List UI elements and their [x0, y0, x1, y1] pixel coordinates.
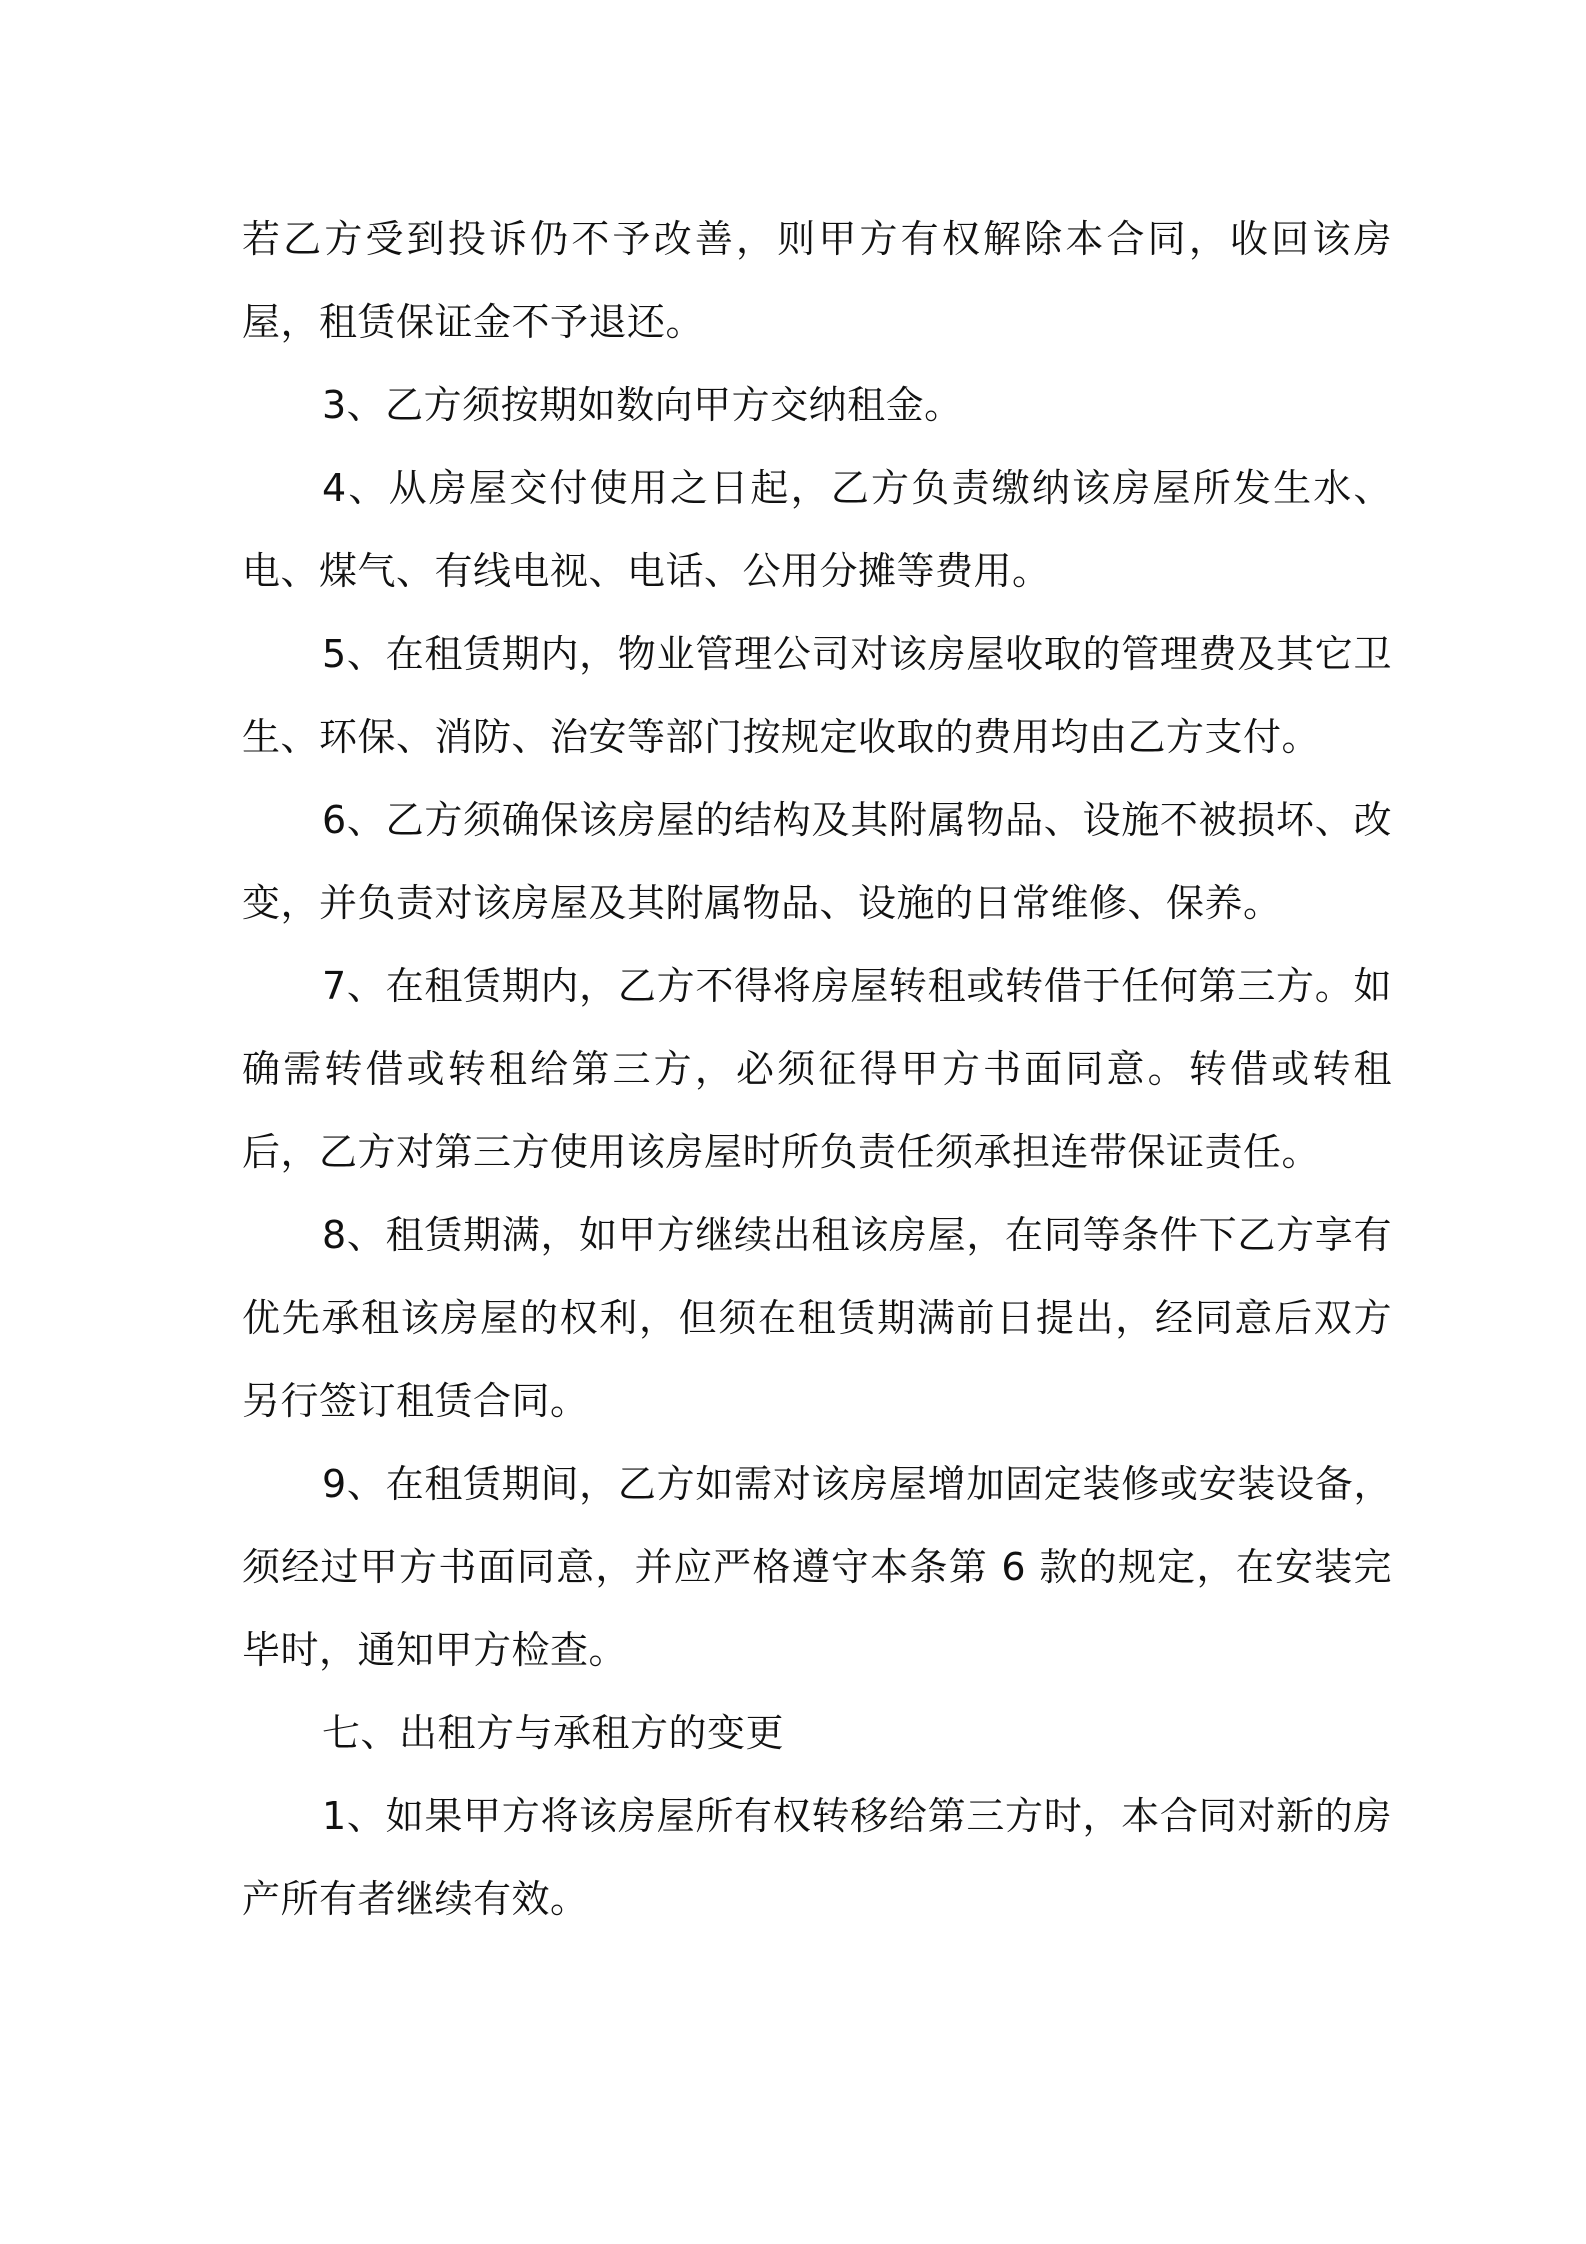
paragraph-clause-6: 6、乙方须确保该房屋的结构及其附属物品、设施不被损坏、改变，并负责对该房屋及其附属物品、设施的日常维修、保养。 [242, 798, 1392, 925]
paragraph-clause-9: 9、在租赁期间，乙方如需对该房屋增加固定装修或安装设备，须经过甲方书面同意，并应严格遵守本条第 6 款的规定，在安装完毕时，通知甲方检查。 [242, 1462, 1392, 1672]
paragraph-clause-5: 5、在租赁期内，物业管理公司对该房屋收取的管理费及其它卫生、环保、消防、治安等部门按规定收取的费用均由乙方支付。 [242, 632, 1392, 759]
paragraph-clause-3: 3、乙方须按期如数向甲方交纳租金。 [322, 383, 963, 427]
paragraph-clause-4: 4、从房屋交付使用之日起，乙方负责缴纳该房屋所发生水、电、煤气、有线电视、电话、公用分摊等费用。 [242, 466, 1392, 593]
paragraph-clause-7: 7、在租赁期内，乙方不得将房屋转租或转借于任何第三方。如确需转借或转租给第三方，必须征得甲方书面同意。转借或转租后，乙方对第三方使用该房屋时所负责任须承担连带保证责任。 [242, 964, 1392, 1174]
section-heading-7: 七、出租方与承租方的变更 [322, 1711, 785, 1755]
paragraph-continuation: 若乙方受到投诉仍不予改善，则甲方有权解除本合同，收回该房屋，租赁保证金不予退还。 [242, 217, 1392, 344]
document-body [242, 198, 1392, 1941]
paragraph-section-7-clause-1: 1、如果甲方将该房屋所有权转移给第三方时，本合同对新的房产所有者继续有效。 [242, 1794, 1392, 1921]
paragraph-clause-8: 8、租赁期满，如甲方继续出租该房屋，在同等条件下乙方享有优先承租该房屋的权利，但须在租赁期满前日提出，经同意后双方另行签订租赁合同。 [242, 1213, 1392, 1423]
